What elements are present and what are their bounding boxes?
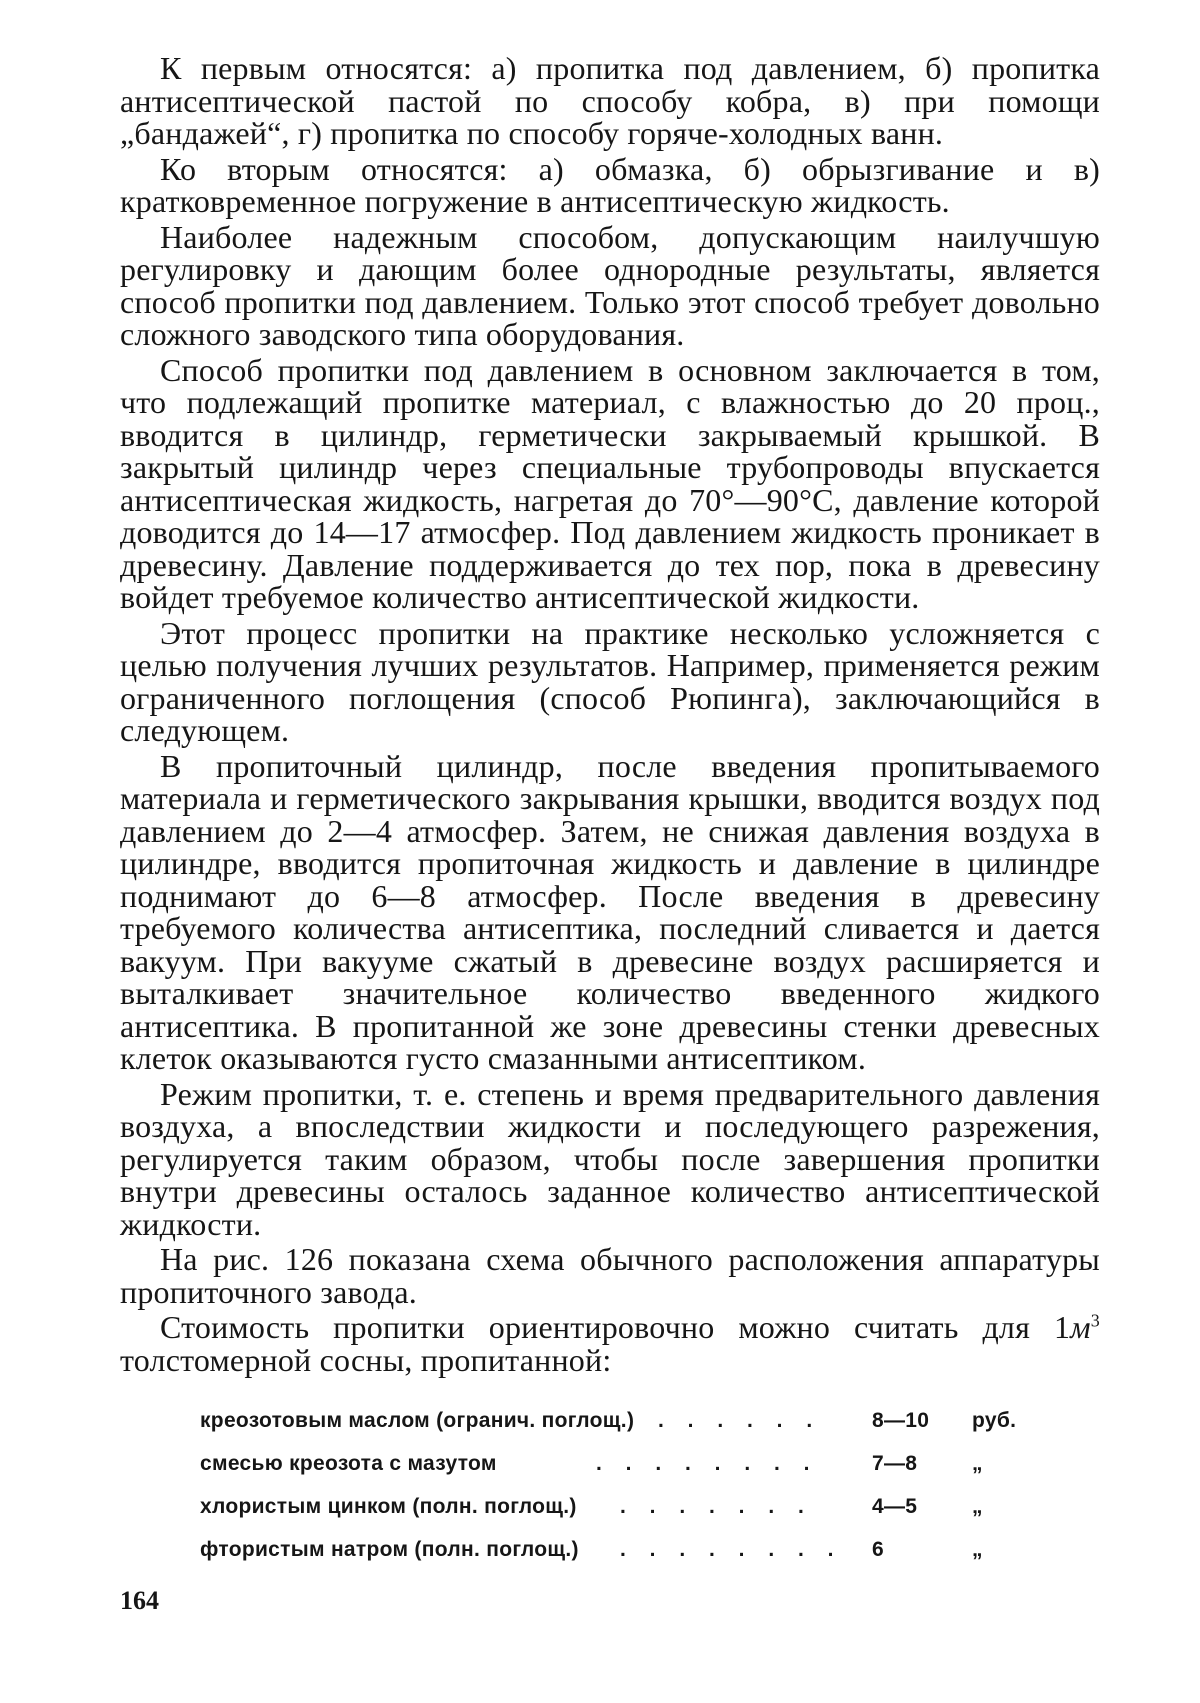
paragraph-7: Режим пропитки, т. е. степень и время предварительного давления воздуха, а впоследствии жидкости и последующего разрежения, регулируется таким образом, чтобы после завершения пропитки внутри древесины осталось заданное количество антисептической жидкости.	[120, 1075, 1100, 1242]
price-unit: „	[972, 1495, 983, 1518]
leader-dots: . . . . . . . .	[596, 1452, 819, 1475]
leader-dots: . . . . . . . .	[620, 1538, 843, 1561]
page-number: 164	[120, 1586, 159, 1615]
price-item-name: креозотовым маслом (огранич. поглощ.)	[200, 1409, 635, 1432]
paragraph-6: В пропиточный цилиндр, после введения пропитываемого материала и герметического закрывания крышки, вводится воздух под давлением до 2—4 атмосфер. Затем, не снижая давления воздуха в цилиндре, вводится пропиточная жидкость и давление в цилиндре поднимают до 6—8 атмосфер. После введения в древесину требуемого количества антисептика, последний сливается и дается вакуум. При вакууме сжатый в древесине воздух расширяется и выталкивает значительное количество введенного жидкого антисептика. В пропитанной же зоне древесины стенки древесных клеток оказываются густо смазанными антисептиком.	[120, 747, 1100, 1076]
body-text	[120, 52, 1100, 1379]
price-value: 7—8	[872, 1452, 918, 1475]
price-item-name: смесью креозота с мазутом	[200, 1452, 497, 1475]
price-row	[200, 1528, 1100, 1571]
paragraph-5: Этот процесс пропитки на практике несколько усложняется с целью получения лучших результатов. Например, применяется режим ограниченного поглощения (способ Рюпинга), заключающийся в следующем.	[120, 614, 1100, 748]
paragraph-4: Способ пропитки под давлением в основном заключается в том, что подлежащий пропитке материал, с влажностью до 20 проц., вводится в цилиндр, герметически закрываемый крышкой. В закрытый цилиндр через специальные трубопроводы впускается антисептическая жидкость, нагретая до 70°—90°С, давление которой доводится до 14—17 атмосфер. Под давлением жидкость проникает в древесину. Давление поддерживается до тех пор, пока в древесину войдет требуемое количество антисептической жидкости.	[120, 351, 1100, 615]
price-unit: „	[972, 1452, 983, 1475]
price-row	[200, 1399, 1100, 1442]
paragraph-1: К первым относятся: а) пропитка под давлением, б) пропитка антисептической пастой по способу кобра, в) при помощи „бандажей“, г) пропитка по способу горяче-холодных ванн.	[120, 50, 1100, 151]
cost-intro-unit: м	[1070, 1309, 1091, 1345]
price-unit: руб.	[972, 1409, 1017, 1432]
paragraph-2: Ко вторым относятся: а) обмазка, б) обрызгивание и в) кратковременное погружение в антисептическую жидкость.	[120, 150, 1100, 219]
leader-dots: . . . . . .	[658, 1409, 822, 1432]
price-value: 6	[872, 1538, 884, 1561]
cost-intro-after: толстомерной сосны, пропитанной:	[120, 1341, 612, 1378]
price-value: 8—10	[872, 1409, 930, 1432]
price-list	[200, 1399, 1100, 1571]
cost-intro-unit-sup: 3	[1090, 1310, 1100, 1331]
price-row	[200, 1442, 1100, 1485]
paragraph-cost-intro	[120, 1311, 1100, 1376]
price-value: 4—5	[872, 1495, 918, 1518]
leader-dots: . . . . . . .	[620, 1495, 813, 1518]
paragraph-3: Наиболее надежным способом, допускающим наилучшую регулировку и дающим более однородные результаты, является способ пропитки под давлением. Только этот способ требует довольно сложного заводского типа оборудования.	[120, 218, 1100, 352]
paragraph-8: На рис. 126 показана схема обычного расположения аппаратуры пропиточного завода.	[120, 1241, 1100, 1310]
price-item-name: фтористым натром (полн. поглощ.)	[200, 1538, 579, 1561]
cost-intro-before: Стоимость пропитки ориентировочно можно считать для 1	[160, 1309, 1071, 1345]
price-unit: „	[972, 1538, 983, 1561]
price-item-name: хлористым цинком (полн. поглощ.)	[200, 1495, 577, 1518]
price-row	[200, 1485, 1100, 1528]
